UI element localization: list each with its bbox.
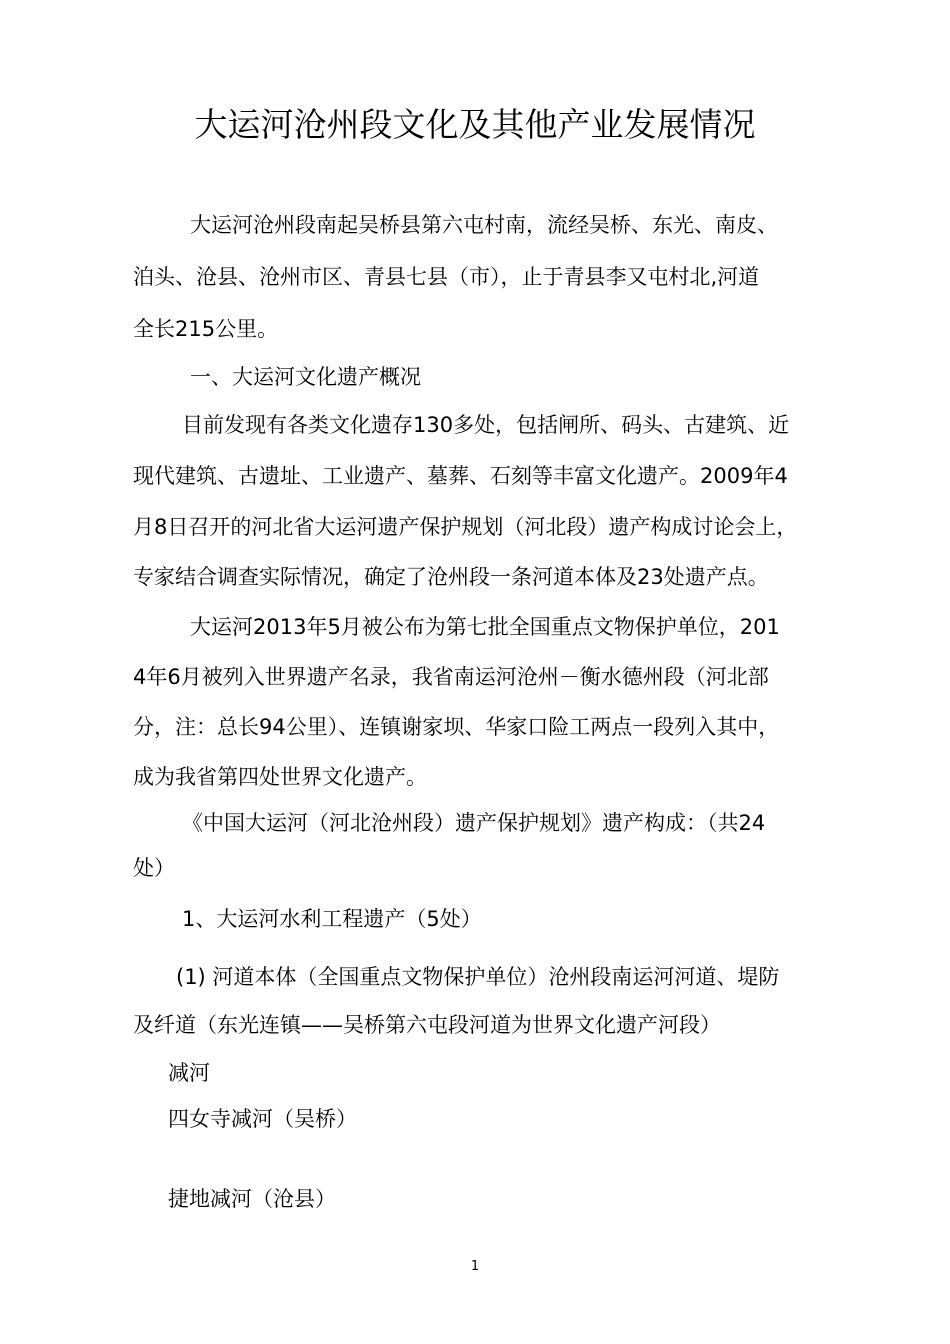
heritage-line-4: 专家结合调查实际情况，确定了沧州段一条河道本体及23处遗产点。 — [133, 565, 769, 589]
document-title: 大运河沧州段文化及其他产业发展情况 — [194, 105, 756, 144]
world-heritage-line-2: 4年6月被列入世界遗产名录，我省南运河沧州－衡水德州段（河北部 — [133, 665, 769, 689]
water-heritage-heading: 1、大运河水利工程遗产（5处） — [182, 907, 482, 931]
river-body-line-1: (1) 河道本体（全国重点文物保护单位）沧州段南运河河道、堤防 — [176, 965, 780, 989]
intro-line-3: 全长215公里。 — [133, 317, 279, 341]
river-body-line-2: 及纤道（东光连镇——吴桥第六屯段河道为世界文化遗产河段） — [133, 1013, 721, 1037]
world-heritage-line-3: 分，注：总长94公里）、连镇谢家坝、华家口险工两点一段列入其中， — [133, 715, 780, 739]
list-item-sinvsi-jianhe: 四女寺减河（吴桥） — [168, 1107, 357, 1131]
intro-line-2: 泊头、沧县、沧州市区、青县七县（市），止于青县李又屯村北,河道 — [133, 265, 760, 289]
heritage-line-1: 目前发现有各类文化遗存130多处，包括闸所、码头、古建筑、近 — [182, 413, 790, 437]
world-heritage-line-4: 成为我省第四处世界文化遗产。 — [133, 765, 427, 789]
intro-line-1: 大运河沧州段南起吴桥县第六屯村南，流经吴桥、东光、南皮、 — [190, 213, 778, 237]
section-heading: 一、大运河文化遗产概况 — [190, 365, 421, 389]
plan-line-2: 处） — [133, 856, 175, 880]
heritage-line-3: 月8日召开的河北省大运河遗产保护规划（河北段）遗产构成讨论会上， — [133, 515, 798, 539]
world-heritage-line-1: 大运河2013年5月被公布为第七批全国重点文物保护单位，201 — [190, 615, 780, 639]
list-item-jiedi-jianhe: 捷地减河（沧县） — [168, 1187, 336, 1211]
list-item-jianhe: 减河 — [168, 1061, 210, 1085]
heritage-line-2: 现代建筑、古遗址、工业遗产、墓葬、石刻等丰富文化遗产。2009年4 — [133, 464, 788, 488]
plan-line-1: 《中国大运河（河北沧州段）遗产保护规划》遗产构成：（共24 — [182, 811, 766, 835]
page-number: 1 — [470, 1259, 480, 1274]
